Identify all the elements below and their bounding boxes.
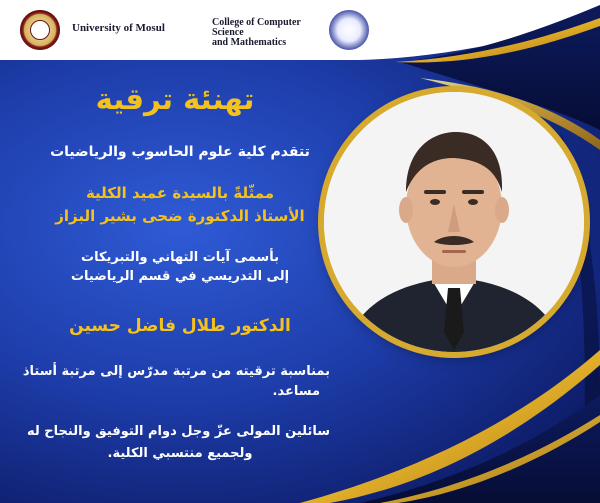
college-name — [212, 18, 332, 48]
portrait-illustration — [324, 92, 584, 352]
portrait-photo — [324, 92, 584, 352]
text-line-3: الأستاذ الدكتورة ضحى بشير البزاز — [55, 207, 305, 225]
text-line-8: مساعد. — [272, 384, 320, 399]
text-line-5: إلى التدريسي في قسم الرياضيات — [70, 269, 290, 284]
college-logo — [329, 10, 369, 50]
text-line-10: ولجميع منتسبي الكلية. — [107, 446, 253, 461]
university-logo — [20, 10, 60, 50]
college-name-line2: and Mathematics — [212, 37, 287, 48]
text-line-7: بمناسبة ترقيته من مرتبة مدرّس إلى مرتبة أستاذ — [22, 364, 330, 379]
poster-title: تهنئة ترقية — [95, 82, 255, 116]
college-name-line1: College of Computer Science — [212, 17, 301, 38]
text-line-9: سائلين المولى عزّ وجل دوام التوفيق والنجاح له — [27, 424, 330, 439]
honoree-name: الدكتور طلال فاضل حسين — [69, 316, 291, 336]
university-name: University of Mosul — [72, 22, 165, 34]
text-line-2: ممثّلةً بالسيدة عميد الكلية — [85, 184, 275, 202]
text-line-4: بأسمى آيات التهاني والتبريكات — [81, 250, 279, 265]
text-line-1: تتقدم كلية علوم الحاسوب والرياضيات — [50, 144, 310, 160]
